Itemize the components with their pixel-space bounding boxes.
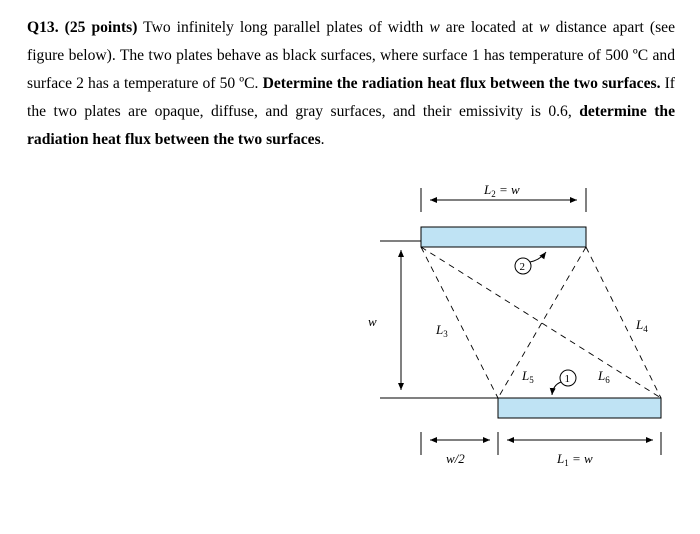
label-L6: $L_6$ [598, 368, 610, 385]
var-w-1: w [429, 19, 440, 36]
label-w: w [368, 314, 377, 329]
surface-1-arrow [552, 382, 561, 395]
plate-surface-1 [498, 398, 661, 418]
label-L4: $L_4$ [636, 317, 648, 334]
surface-1-number: 1 [564, 373, 570, 385]
label-L2: $L_2 = w$ [484, 182, 520, 199]
string-lines [421, 247, 661, 398]
line-L3 [421, 247, 498, 398]
label-half-w: w/2 [446, 451, 465, 466]
label-L1: $L_1 = w$ [557, 451, 593, 468]
label-L5: $L_5$ [522, 368, 534, 385]
surface-2-number: 2 [519, 261, 525, 273]
question-text-3: distance apart (see figure below). The two plates behave as black surfaces, where surface 1 has temperature of 500 ºC and surface 2 has a temperature of 50 ºC. [27, 19, 675, 92]
question-task-2: determine the radiation heat flux between the two surfaces [27, 103, 675, 148]
line-L6 [421, 247, 661, 398]
label-L3: $L_3$ [436, 322, 448, 339]
plate-surface-2 [421, 227, 586, 247]
question-text-1: Two infinitely long parallel plates of width [137, 19, 430, 36]
question-task-1: Determine the radiation heat flux between the two surfaces. [262, 75, 661, 92]
question-text-2: are located at [439, 19, 540, 36]
question-points: (25 points) [64, 19, 138, 36]
question-number: Q13. [27, 19, 59, 36]
surface-2-arrow [530, 252, 546, 262]
question-end: . [320, 131, 325, 148]
var-w-2: w [539, 19, 550, 36]
question-text-4: If the two plates are opaque, diffuse, and gray surfaces, and their emissivity is 0.6, [27, 75, 675, 120]
